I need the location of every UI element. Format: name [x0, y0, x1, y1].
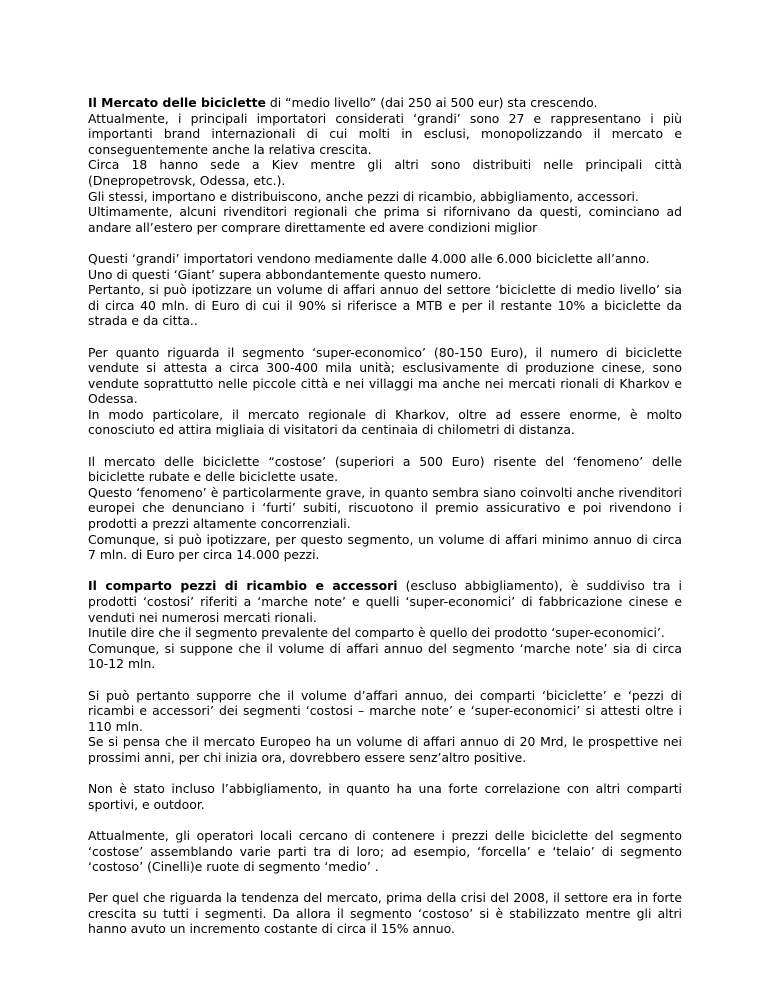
- paragraph-line: In modo particolare, il mercato regionale di Kharkov, oltre ad essere enorme, è molto conosciuto ed attira migliaia di visitatori da centinaia di chilometri di distanza.: [88, 406, 682, 438]
- paragraph-line: Questi ‘grandi’ importatori vendono mediamente dalle 4.000 alle 6.000 biciclette all’anno.: [88, 250, 650, 266]
- section-heading-spare-parts: Il comparto pezzi di ricambio e accessori: [88, 578, 398, 594]
- paragraph-super-economic-segment: [88, 345, 682, 439]
- paragraph-line: Se si pensa che il mercato Europeo ha un volume di affari annuo di 20 Mrd, le prospettive nei prossimi anni, per chi inizia ora, dovrebbero essere senz’altro positive.: [88, 734, 682, 765]
- paragraph-line: Per quanto riguarda il segmento ‘super-economico’ (80-150 Euro), il numero di biciclette vendute si attesta a circa 300-400 mila unità; esclusivamente di produzione cinese, sono vendute soprattutto nelle piccole città e nei villaggi ma anche nei mercati rionali di Kharkov e Odessa.: [88, 344, 682, 407]
- paragraph-line: Comunque, si può ipotizzare, per questo segmento, un volume di affari minimo annuo di circa 7 mln. di Euro per circa 14.000 pezzi.: [88, 531, 682, 563]
- paragraph-medium-level-market: [88, 95, 682, 235]
- paragraph-importers-volume: [88, 251, 682, 329]
- paragraph-line: Uno di questi ‘Giant’ supera abbondantemente questo numero.: [88, 266, 482, 282]
- paragraph-clothing-excluded: [88, 781, 682, 812]
- paragraph-local-operators: [88, 828, 682, 875]
- paragraph-line: Pertanto, si può ipotizzare un volume di affari annuo del settore ‘biciclette di medio livello’ sia di circa 40 mln. di Euro di cui il 90% si riferisce a MTB e per il restante 10% a biciclette da strada e da citta..: [88, 282, 682, 329]
- paragraph-line: [88, 578, 682, 625]
- paragraph-line: Attualmente, gli operatori locali cercano di contenere i prezzi delle biciclette del segmento ‘costose’ assemblando varie parti tra di loro; ad esempio, ‘forcella’ e ‘telaio’ di segmento ‘costoso’ (Cinelli)e ruote di segmento ‘medio’ .: [88, 827, 682, 875]
- paragraph-text: di “medio livello” (dai 250 ai 500 eur) sta crescendo.: [265, 95, 598, 110]
- paragraph-line: [88, 95, 682, 111]
- document-page: [88, 95, 682, 953]
- paragraph-line: Per quel che riguarda la tendenza del mercato, prima della crisi del 2008, il settore era in forte crescita su tutti i segmenti. Da allora il segmento ‘costoso’ si è stabilizzato mentre gli altri hanno avuto un incremento costante di circa il 15% annuo.: [88, 890, 682, 937]
- paragraph-spare-parts: [88, 578, 682, 672]
- paragraph-line: Il mercato delle biciclette “costose’ (superiori a 500 Euro) risente del ‘fenomeno’ delle biciclette rubate e delle biciclette usate.: [88, 453, 682, 485]
- paragraph-line: Comunque, si suppone che il volume di affari annuo del segmento ‘marche note’ sia di circa 10-12 mln.: [88, 640, 682, 672]
- paragraph-line: Non è stato incluso l’abbigliamento, in quanto ha una forte correlazione con altri comparti sportivi, e outdoor.: [88, 781, 682, 812]
- section-heading-bicycle-market: Il Mercato delle biciclette: [88, 95, 266, 110]
- paragraph-line: Ultimamente, alcuni rivenditori regionali che prima si rifornivano da questi, cominciano ad andare all’estero per comprare direttamente ed avere condizioni miglior: [88, 204, 682, 235]
- paragraph-expensive-segment: [88, 454, 682, 563]
- paragraph-total-volume: [88, 688, 682, 766]
- paragraph-line: Inutile dire che il segmento prevalente del comparto è quello dei prodotto ‘super-economici’.: [88, 625, 665, 641]
- paragraph-line: Circa 18 hanno sede a Kiev mentre gli altri sono distribuiti nelle principali città (Dnepropetrovsk, Odessa, etc.).: [88, 157, 682, 188]
- paragraph-market-trend: [88, 890, 682, 937]
- paragraph-line: Questo ‘fenomeno’ è particolarmente grave, in quanto sembra siano coinvolti anche rivenditori europei che denunciano i ‘furti’ subiti, riscuotono il premio assicurativo e poi rivendono i prodotti a prezzi altamente concorrenziali.: [88, 484, 682, 532]
- paragraph-line: Attualmente, i principali importatori considerati ‘grandi’ sono 27 e rappresentano i più importanti brand internazionali di cui molti in esclusi, monopolizzando il mercato e conseguentemente anche la relativa crescita.: [88, 110, 682, 157]
- paragraph-line: Gli stessi, importano e distribuiscono, anche pezzi di ricambio, abbigliamento, accessori.: [88, 188, 639, 204]
- paragraph-text: (escluso abbigliamento), è suddiviso tra i prodotti ‘costosi’ riferiti a ‘marche note’ e quelli ‘super-economici’ di fabbricazione cinese e venduti nei numerosi mercati rionali.: [88, 578, 682, 625]
- paragraph-line: Si può pertanto supporre che il volume d’affari annuo, dei comparti ‘biciclette’ e ‘pezzi di ricambi e accessori’ dei segmenti ‘costosi – marche note’ e ‘super-economici’ si attesti oltre i 110 mln.: [88, 687, 682, 734]
